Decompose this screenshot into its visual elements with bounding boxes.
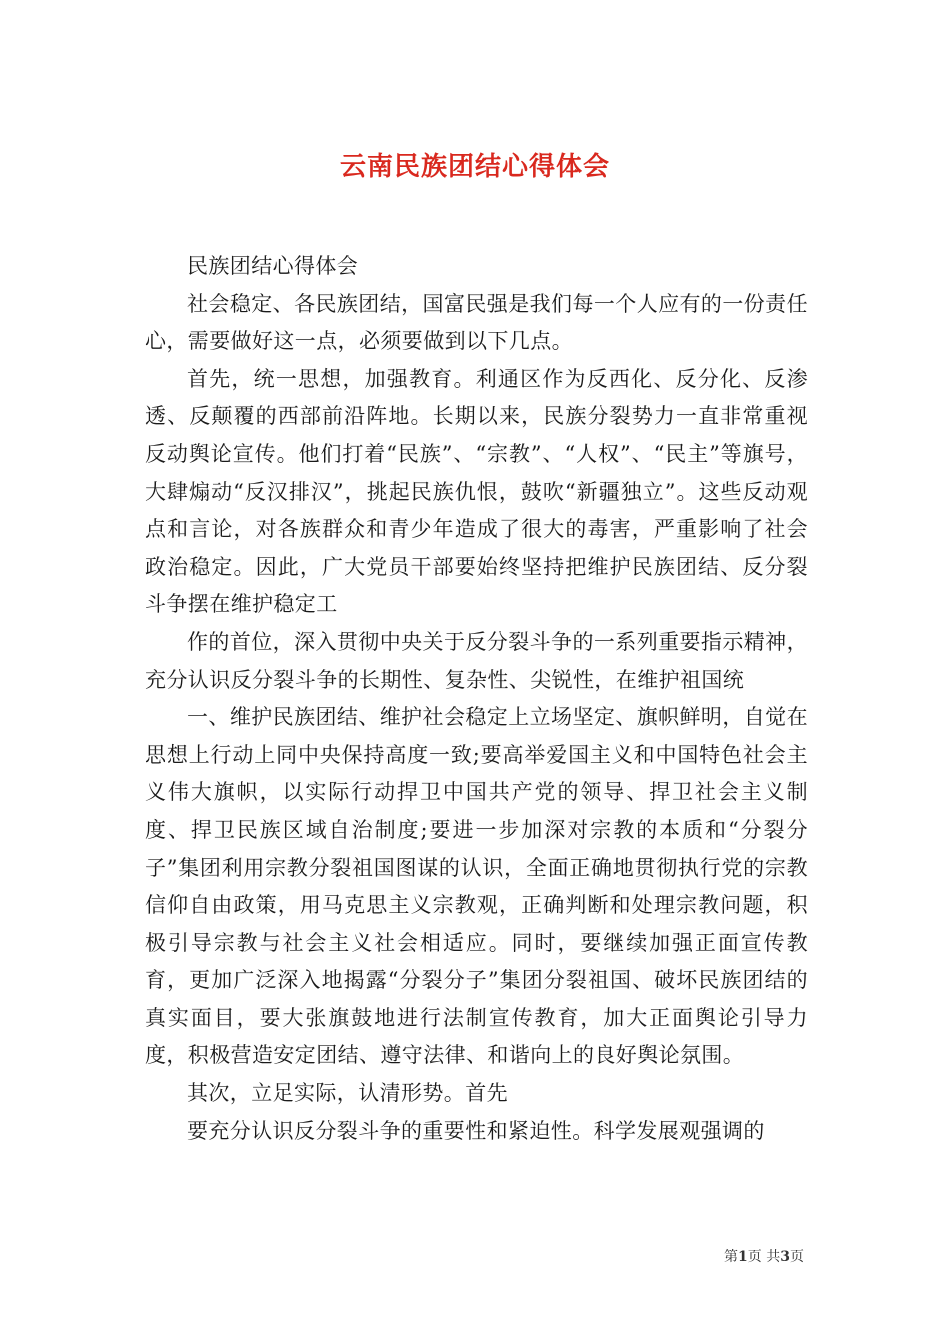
footer-middle: 页 共 — [747, 1249, 781, 1265]
current-page-number: 1 — [738, 1249, 748, 1265]
footer-suffix: 页 — [790, 1249, 804, 1265]
document-title: 云南民族团结心得体会 — [339, 152, 610, 183]
page-footer — [724, 1248, 804, 1266]
total-pages-number: 3 — [780, 1249, 790, 1265]
paragraph: 一、维护民族团结、维护社会稳定上立场坚定、旗帜鲜明，自觉在思想上行动上同中央保持高度一致;要高举爱国主义和中国特色社会主义伟大旗帜，以实际行动捍卫中国共产党的领导、捍卫社会主义制度、捍卫民族区域自治制度;要进一步加深对宗教的本质和“分裂分子”集团利用宗教分裂祖国图谋的认识，全面正确地贯彻执行党的宗教信仰自由政策，用马克思主义宗教观，正确判断和处理宗教问题，积极引导宗教与社会主义社会相适应。同时，要继续加强正面宣传教育，更加广泛深入地揭露“分裂分子”集团分裂祖国、破坏民族团结的真实面目，要大张旗鼓地进行法制宣传教育，加大正面舆论引导力度，积极营造安定团结、遵守法律、和谐向上的良好舆论氛围。 — [145, 705, 808, 1068]
paragraph: 首先，统一思想，加强教育。利通区作为反西化、反分化、反渗透、反颠覆的西部前沿阵地。长期以来，民族分裂势力一直非常重视反动舆论宣传。他们打着“民族”、“宗教”、“人权”、“民主”等旗号，大肆煽动“反汉排汉”，挑起民族仇恨，鼓吹“新疆独立”。这些反动观点和言论，对各族群众和青少年造成了很大的毒害，严重影响了社会政治稳定。因此，广大党员干部要始终坚持把维护民族团结、反分裂斗争摆在维护稳定工 — [145, 366, 808, 617]
document-body — [145, 248, 808, 1150]
paragraph: 其次，立足实际，认清形势。首先 — [187, 1081, 508, 1106]
paragraph: 社会稳定、各民族团结，国富民强是我们每一个人应有的一份责任心，需要做好这一点，必须要做到以下几点。 — [145, 291, 808, 354]
paragraph: 要充分认识反分裂斗争的重要性和紧迫性。科学发展观强调的 — [187, 1118, 765, 1143]
paragraph: 民族团结心得体会 — [187, 254, 359, 278]
paragraph: 作的首位，深入贯彻中央关于反分裂斗争的一系列重要指示精神，充分认识反分裂斗争的长期性、复杂性、尖锐性，在维护祖国统 — [145, 629, 808, 692]
footer-prefix: 第 — [724, 1249, 739, 1265]
